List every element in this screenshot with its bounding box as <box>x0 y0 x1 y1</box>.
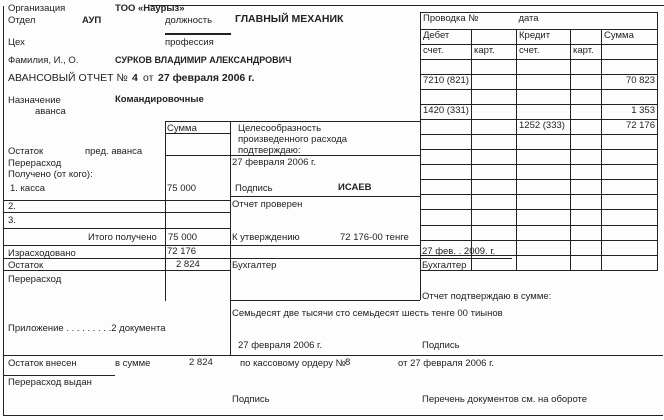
deposited-label: Остаток внесен <box>8 358 77 369</box>
posting-header <box>421 13 658 30</box>
cell <box>472 120 517 135</box>
accountant-label-2: Бухгалтер <box>422 260 467 271</box>
credit-card-header: карт. <box>571 45 602 60</box>
org-label: Организация <box>8 3 66 14</box>
shop-label: Цех <box>8 37 25 48</box>
divider <box>3 228 230 229</box>
checked-date: 27 фев. . 2009. г. <box>422 246 496 257</box>
cell <box>472 105 517 120</box>
received-3-label: 3. <box>8 215 16 226</box>
report-title: АВАНСОВЫЙ ОТЧЕТ № <box>8 72 128 84</box>
balance-label: Остаток <box>8 146 44 157</box>
cell <box>602 226 658 241</box>
divider <box>165 121 166 301</box>
profession-label: профессия <box>165 37 214 48</box>
debit-account <box>421 120 472 135</box>
credit-account: 1252 (333) <box>517 120 571 135</box>
cash-order-date: от 27 февраля 2006 г. <box>398 358 495 369</box>
remainder-label: Остаток <box>8 260 44 271</box>
divider <box>3 375 115 376</box>
cell <box>421 195 472 210</box>
divider <box>3 212 230 213</box>
cell <box>571 30 602 45</box>
cell <box>517 135 571 150</box>
cell <box>472 30 517 45</box>
sum-column-header: Сумма <box>167 123 197 134</box>
cell <box>472 195 517 210</box>
cell <box>571 165 602 180</box>
cell <box>472 60 517 75</box>
cell <box>472 90 517 105</box>
spent-value: 72 176 <box>167 246 197 257</box>
received-1-label: 1. касса <box>10 183 45 194</box>
cell <box>571 150 602 165</box>
name-value: СУРКОВ ВЛАДИМИР АЛЕКСАНДРОВИЧ <box>115 55 292 65</box>
debit-card-header: карт. <box>472 45 517 60</box>
total-received-label: Итого получено <box>88 232 157 243</box>
border-bottom <box>3 415 663 416</box>
border-top <box>150 5 664 6</box>
cell <box>602 195 658 210</box>
cell <box>571 195 602 210</box>
report-number: 4 <box>132 72 138 84</box>
cell <box>571 60 602 75</box>
divider <box>165 121 420 122</box>
cell <box>472 226 517 241</box>
dept-value: АУП <box>82 15 102 26</box>
row-sum: 72 176 <box>602 120 658 135</box>
credit-account <box>517 105 571 120</box>
cell <box>571 120 602 135</box>
cash-order-label: по кассовому ордеру № <box>240 358 346 369</box>
purpose-value: Командировочные <box>115 94 204 105</box>
received-label: Получено (от кого): <box>8 169 93 180</box>
cell <box>602 241 658 256</box>
deposited-value: 2 824 <box>189 357 213 368</box>
cell <box>602 165 658 180</box>
cell <box>602 256 658 271</box>
cell <box>517 256 571 271</box>
remainder-value: 2 824 <box>176 259 200 270</box>
row-sum: 1 353 <box>602 105 658 120</box>
debit-account-header: счет. <box>421 45 472 60</box>
cell <box>517 165 571 180</box>
divider <box>230 258 420 259</box>
posting-table <box>420 12 658 271</box>
in-sum-label: в сумме <box>115 358 151 369</box>
credit-account-header: счет. <box>517 45 571 60</box>
purpose-label: Назначение <box>8 95 61 106</box>
cash-order-number: 8 <box>345 357 351 368</box>
to-approve-label: К утверждению <box>232 232 300 243</box>
divider <box>3 355 663 356</box>
cell <box>602 180 658 195</box>
cell <box>571 75 602 90</box>
cell <box>571 105 602 120</box>
cell <box>602 210 658 226</box>
table-row <box>421 120 658 135</box>
credit-account <box>517 75 571 90</box>
cell <box>517 195 571 210</box>
cell <box>602 90 658 105</box>
posting-label: Проводка № <box>423 13 479 24</box>
cell <box>571 90 602 105</box>
table-row <box>421 75 658 90</box>
confirm-signature-label: Подпись <box>422 340 460 351</box>
cell <box>571 256 602 271</box>
sum-header: Сумма <box>602 30 658 45</box>
debit-account: 1420 (331) <box>421 105 472 120</box>
cell <box>517 90 571 105</box>
cell <box>472 180 517 195</box>
approval-date: 27 февраля 2006 г. <box>232 157 316 168</box>
cell <box>472 210 517 226</box>
date-label: дата <box>518 13 539 24</box>
accountant-label: Бухгалтер <box>232 260 277 271</box>
row-sum: 70 823 <box>602 75 658 90</box>
divider <box>165 33 231 35</box>
position-value: ГЛАВНЫЙ МЕХАНИК <box>235 13 344 25</box>
spent-label: Израсходовано <box>8 248 76 259</box>
org-value: ТОО «Наурыз» <box>115 3 185 14</box>
confirm-label: Отчет подтверждаю в сумме: <box>422 291 552 302</box>
total-received-value: 75 000 <box>168 232 198 243</box>
cell <box>517 226 571 241</box>
cell <box>602 45 658 60</box>
cell <box>517 180 571 195</box>
divider <box>230 300 420 301</box>
divider <box>230 121 231 355</box>
cell <box>571 226 602 241</box>
dept-label: Отдел <box>8 15 36 26</box>
credit-header: Кредит <box>517 30 571 45</box>
cell <box>517 241 571 256</box>
debit-account: 7210 (821) <box>421 75 472 90</box>
cell <box>571 210 602 226</box>
cell <box>571 135 602 150</box>
name-label: Фамилия, И., О. <box>8 55 79 66</box>
cell <box>472 165 517 180</box>
cell <box>421 210 472 226</box>
debit-header: Дебет <box>421 30 472 45</box>
cell <box>517 210 571 226</box>
signature-value: ИСАЕВ <box>338 182 372 193</box>
cell <box>472 135 517 150</box>
received-1-value: 75 000 <box>167 183 197 194</box>
documents-note: Перечень документов см. на обороте <box>422 394 588 405</box>
expedience-line-2: произведенного расхода <box>238 134 348 145</box>
cell <box>421 135 472 150</box>
signature-label: Подпись <box>235 183 273 194</box>
cell <box>421 180 472 195</box>
cell <box>472 150 517 165</box>
cell <box>421 226 472 241</box>
amount-in-words: Семьдесят две тысячи сто семьдесят шесть тенге 00 тиынов <box>232 308 503 319</box>
cell <box>571 241 602 256</box>
cell <box>421 60 472 75</box>
divider <box>3 200 230 201</box>
cell <box>421 165 472 180</box>
cell <box>421 90 472 105</box>
cell <box>602 135 658 150</box>
position-label: должность <box>165 15 213 26</box>
divider <box>230 196 420 197</box>
expedience-line-1: Целесообразность <box>238 123 322 134</box>
cell <box>472 75 517 90</box>
overspend-label: Перерасход <box>8 158 62 169</box>
table-row <box>421 105 658 120</box>
received-2-label: 2. <box>8 201 16 212</box>
to-approve-value: 72 176-00 тенге <box>340 232 409 243</box>
cell <box>472 256 517 271</box>
confirm-date: 27 февраля 2006 г. <box>238 340 322 351</box>
cell <box>571 180 602 195</box>
footer-signature-label: Подпись <box>232 394 270 405</box>
report-date: 27 февраля 2006 г. <box>158 72 255 84</box>
cell <box>517 60 571 75</box>
cell <box>517 150 571 165</box>
expedience-line-3: подтверждаю: <box>238 145 301 156</box>
purpose-label-2: аванса <box>35 106 66 117</box>
report-from: от <box>143 72 154 84</box>
cell <box>421 150 472 165</box>
overspend-label-2: Перерасход <box>8 274 62 285</box>
prev-advance-label: пред. аванса <box>85 146 143 157</box>
overspend-paid-label: Перерасход выдан <box>8 377 92 388</box>
divider <box>3 245 420 246</box>
attachment-label: Приложение . . . . . . . . .2 документа <box>8 323 166 334</box>
cell <box>602 150 658 165</box>
checked-label: Отчет проверен <box>232 199 303 210</box>
cell <box>602 60 658 75</box>
